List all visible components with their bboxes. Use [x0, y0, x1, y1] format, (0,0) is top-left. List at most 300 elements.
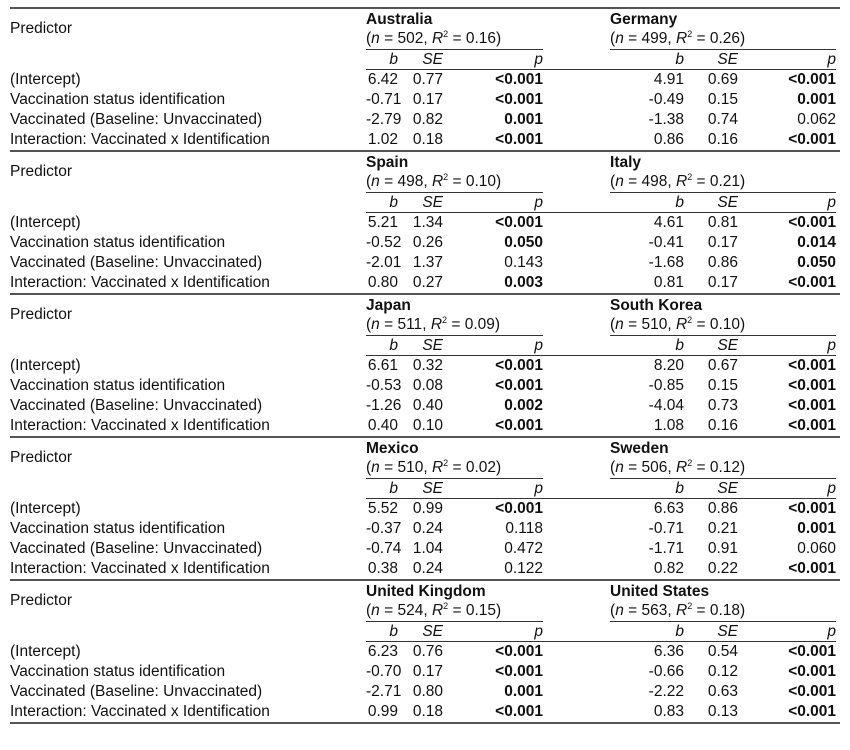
b-value: 4.61 — [653, 214, 685, 231]
p-value: 0.001 — [504, 683, 544, 700]
se-value: 1.04 — [412, 540, 443, 557]
predictor-label: Interaction: Vaccinated x Identification — [10, 131, 270, 148]
n-value: 563 — [641, 602, 668, 619]
se-value: 0.08 — [412, 377, 443, 394]
spacer — [543, 662, 610, 682]
p-value: <0.001 — [495, 417, 543, 434]
n-label: n — [371, 316, 380, 333]
col-p: p — [443, 193, 543, 213]
col-b: b — [610, 336, 684, 356]
column-header-row — [10, 479, 840, 499]
country-title-row — [10, 8, 840, 29]
b-value: -0.52 — [366, 234, 402, 251]
country-name: Japan — [366, 296, 411, 314]
col-p: p — [738, 193, 836, 213]
spacer — [836, 437, 840, 458]
col-se: SE — [684, 479, 738, 499]
n-value: 499 — [641, 30, 668, 47]
country-title-row — [10, 151, 840, 172]
predictor-label: Interaction: Vaccinated x Identification — [10, 703, 270, 720]
spacer — [543, 416, 610, 436]
se-value: 0.77 — [412, 71, 443, 88]
spacer — [836, 8, 840, 29]
predictor-label: (Intercept) — [10, 642, 81, 660]
col-se: SE — [398, 193, 443, 213]
p-value: <0.001 — [788, 71, 837, 88]
b-value: 4.91 — [653, 71, 685, 88]
col-se: SE — [398, 336, 443, 356]
r-label: R — [431, 602, 444, 619]
table-row — [10, 376, 840, 396]
se-value: 0.91 — [707, 540, 739, 557]
se-value: 0.81 — [707, 214, 739, 231]
r-squared-sup: 2 — [443, 28, 449, 39]
spacer — [543, 29, 610, 50]
b-value: 6.61 — [367, 357, 398, 374]
country-block — [10, 293, 840, 436]
r2-value: 0.10 — [465, 173, 497, 190]
p-value: 0.001 — [504, 111, 544, 128]
n-label: n — [615, 173, 624, 190]
r-label: R — [675, 173, 688, 190]
spacer — [836, 70, 840, 91]
col-p: p — [443, 479, 543, 499]
table-row — [10, 396, 840, 416]
se-value: 0.16 — [707, 417, 738, 434]
spacer — [543, 90, 610, 110]
col-b: b — [366, 622, 398, 642]
p-value: <0.001 — [788, 500, 837, 517]
p-value: 0.001 — [797, 91, 837, 108]
spacer — [836, 539, 840, 559]
se-value: 0.17 — [707, 234, 739, 251]
p-value: <0.001 — [788, 357, 836, 374]
n-value: 506 — [641, 459, 668, 476]
r2-value: 0.15 — [465, 602, 497, 619]
predictor-label: Vaccination status identification — [10, 91, 226, 108]
se-value: 0.15 — [707, 91, 739, 108]
sample-info: (n = 510, $R^2 = 0.02$) — [366, 458, 543, 479]
sample-info: (n = 506, $R^2 = 0.12$) — [610, 458, 836, 479]
spacer — [543, 458, 610, 479]
se-value: 0.24 — [412, 520, 443, 537]
b-value: 8.20 — [653, 357, 684, 374]
b-value: -0.71 — [366, 91, 402, 108]
spacer — [836, 213, 840, 234]
column-header-row — [10, 622, 840, 642]
spacer — [543, 622, 610, 642]
n-value: 498 — [641, 173, 668, 190]
p-value: <0.001 — [788, 643, 837, 660]
country-title-row — [10, 294, 840, 315]
spacer — [543, 70, 610, 91]
se-value: 0.69 — [707, 71, 739, 88]
table-row — [10, 682, 840, 702]
table-row — [10, 213, 840, 234]
b-value: -0.70 — [366, 663, 402, 680]
se-value: 0.21 — [707, 520, 739, 537]
sample-info: (n = 510, $R^2 = 0.10$) — [610, 315, 836, 336]
table-row — [10, 539, 840, 559]
predictor-label: (Intercept) — [10, 356, 81, 374]
p-value: <0.001 — [788, 214, 837, 231]
p-value: <0.001 — [495, 71, 544, 88]
se-value: 1.37 — [412, 254, 443, 271]
n-value: 511 — [397, 316, 423, 333]
table-row — [10, 130, 840, 150]
spacer — [543, 294, 610, 315]
r-squared-sup: 2 — [687, 28, 693, 39]
spacer — [543, 172, 610, 193]
n-value: 524 — [397, 602, 424, 619]
col-p: p — [443, 622, 543, 642]
table-row — [10, 90, 840, 110]
n-value: 502 — [397, 30, 424, 47]
b-value: -0.53 — [366, 377, 402, 394]
p-value: 0.118 — [505, 520, 544, 537]
p-value: <0.001 — [495, 663, 544, 680]
se-value: 0.54 — [707, 643, 739, 660]
b-value: -4.04 — [648, 397, 684, 414]
spacer — [836, 559, 840, 579]
col-p: p — [738, 336, 836, 356]
spacer — [543, 50, 610, 70]
b-value: 0.82 — [653, 560, 685, 577]
r-label: R — [675, 459, 688, 476]
col-p: p — [443, 50, 543, 70]
se-value: 0.22 — [707, 560, 739, 577]
b-value: 5.52 — [367, 500, 398, 517]
p-value: <0.001 — [788, 703, 837, 720]
col-se: SE — [684, 50, 738, 70]
r-squared-sup: 2 — [442, 314, 448, 325]
col-se: SE — [684, 622, 738, 642]
n-label: n — [371, 602, 380, 619]
r-label: R — [675, 30, 688, 47]
country-name: South Korea — [610, 296, 703, 314]
spacer — [543, 702, 610, 723]
n-value: 510 — [397, 459, 424, 476]
spacer — [836, 110, 840, 130]
country-block — [10, 436, 840, 579]
se-value: 0.40 — [412, 397, 443, 414]
spacer — [836, 702, 840, 723]
spacer — [543, 356, 610, 377]
spacer — [836, 50, 840, 70]
b-value: -0.37 — [366, 520, 402, 537]
table-row — [10, 499, 840, 520]
sample-info: (n = 498, $R^2 = 0.10$) — [366, 172, 543, 193]
sample-info: (n = 511, $R^2 = 0.09$) — [366, 315, 543, 336]
b-value: 6.23 — [367, 643, 398, 660]
spacer — [836, 90, 840, 110]
spacer — [836, 642, 840, 663]
se-value: 0.18 — [412, 131, 443, 148]
n-label: n — [615, 316, 624, 333]
spacer — [543, 437, 610, 458]
se-value: 0.24 — [412, 560, 443, 577]
spacer — [836, 458, 840, 479]
col-p: p — [738, 50, 836, 70]
spacer — [543, 213, 610, 234]
p-value: 0.143 — [504, 254, 544, 271]
b-value: -1.38 — [648, 111, 685, 128]
predictor-label: Vaccinated (Baseline: Unvaccinated) — [10, 683, 263, 700]
spacer — [543, 682, 610, 702]
blank — [10, 336, 366, 356]
p-value: <0.001 — [495, 91, 544, 108]
spacer — [836, 253, 840, 273]
se-value: 0.99 — [412, 500, 443, 517]
spacer — [543, 253, 610, 273]
table-row — [10, 662, 840, 682]
spacer — [543, 130, 610, 150]
se-value: 0.63 — [707, 683, 739, 700]
p-value: <0.001 — [788, 397, 836, 414]
b-value: -2.71 — [366, 683, 402, 700]
col-p: p — [738, 622, 836, 642]
p-value: 0.122 — [504, 560, 544, 577]
col-se: SE — [684, 336, 738, 356]
country-name: Sweden — [610, 439, 669, 457]
b-value: 0.83 — [653, 703, 685, 720]
n-label: n — [615, 602, 624, 619]
spacer — [836, 580, 840, 601]
sample-info: (n = 502, $R^2 = 0.16$) — [366, 29, 543, 50]
col-b: b — [366, 50, 398, 70]
spacer — [836, 315, 840, 336]
spacer — [543, 559, 610, 579]
table-row — [10, 559, 840, 579]
spacer — [836, 416, 840, 436]
table-row — [10, 702, 840, 723]
country-name: Australia — [366, 10, 433, 28]
predictor-label: Vaccinated (Baseline: Unvaccinated) — [10, 540, 263, 557]
r2-value: 0.02 — [465, 459, 497, 476]
r-squared-sup: 2 — [443, 457, 449, 468]
col-b: b — [366, 479, 398, 499]
se-value: 0.82 — [412, 111, 443, 128]
se-value: 0.17 — [412, 91, 443, 108]
spacer — [543, 519, 610, 539]
col-p: p — [443, 336, 543, 356]
predictor-header: Predictor — [10, 163, 73, 181]
spacer — [836, 336, 840, 356]
p-value: <0.001 — [788, 274, 837, 291]
p-value: <0.001 — [788, 377, 836, 394]
spacer — [836, 682, 840, 702]
col-se: SE — [398, 50, 443, 70]
table-row — [10, 356, 840, 377]
spacer — [543, 580, 610, 601]
p-value: 0.050 — [504, 234, 544, 251]
country-name: Mexico — [366, 439, 419, 457]
se-value: 0.27 — [412, 274, 443, 291]
b-value: -1.68 — [648, 254, 685, 271]
b-value: 6.63 — [653, 500, 685, 517]
b-value: 0.80 — [367, 274, 398, 291]
se-value: 0.67 — [707, 357, 738, 374]
p-value: <0.001 — [495, 500, 544, 517]
b-value: 0.38 — [367, 560, 398, 577]
r-squared-sup: 2 — [443, 600, 449, 611]
n-label: n — [371, 459, 380, 476]
p-value: <0.001 — [495, 357, 543, 374]
r-label: R — [430, 316, 443, 333]
predictor-label: Vaccinated (Baseline: Unvaccinated) — [10, 254, 263, 271]
table-row — [10, 416, 840, 436]
col-b: b — [610, 479, 684, 499]
spacer — [836, 273, 840, 293]
r-label: R — [431, 459, 444, 476]
predictor-label: Vaccinated (Baseline: Unvaccinated) — [10, 397, 263, 414]
predictor-label: Vaccination status identification — [10, 520, 226, 537]
spacer — [836, 519, 840, 539]
sample-info: (n = 524, $R^2 = 0.15$) — [366, 601, 543, 622]
b-value: -0.49 — [648, 91, 685, 108]
table-row — [10, 110, 840, 130]
b-value: 0.99 — [367, 703, 398, 720]
spacer — [836, 662, 840, 682]
b-value: -2.01 — [366, 254, 402, 271]
spacer — [543, 396, 610, 416]
p-value: <0.001 — [788, 417, 836, 434]
r-squared-sup: 2 — [687, 600, 693, 611]
country-block — [10, 150, 840, 293]
spacer — [836, 622, 840, 642]
country-name: Germany — [610, 10, 678, 28]
b-value: 6.36 — [653, 643, 685, 660]
p-value: 0.014 — [797, 234, 837, 251]
b-value: -2.22 — [648, 683, 685, 700]
b-value: -0.41 — [648, 234, 685, 251]
p-value: 0.060 — [797, 540, 837, 557]
column-header-row — [10, 336, 840, 356]
spacer — [543, 336, 610, 356]
predictor-label: Interaction: Vaccinated x Identification — [10, 417, 270, 434]
col-se: SE — [684, 193, 738, 213]
spacer — [543, 8, 610, 29]
predictor-label: Vaccination status identification — [10, 234, 226, 251]
blank — [10, 193, 366, 213]
sample-info: (n = 563, $R^2 = 0.18$) — [610, 601, 836, 622]
col-p: p — [738, 479, 836, 499]
spacer — [836, 193, 840, 213]
col-se: SE — [398, 622, 443, 642]
n-value: 498 — [397, 173, 424, 190]
table-row — [10, 642, 840, 663]
b-value: 6.42 — [367, 71, 398, 88]
se-value: 0.80 — [412, 683, 443, 700]
p-value: <0.001 — [495, 377, 543, 394]
n-label: n — [615, 30, 624, 47]
predictor-label: Vaccinated (Baseline: Unvaccinated) — [10, 111, 263, 128]
spacer — [836, 356, 840, 377]
spacer — [836, 499, 840, 520]
p-value: 0.001 — [797, 520, 837, 537]
table-row — [10, 233, 840, 253]
se-value: 0.74 — [707, 111, 739, 128]
predictor-header: Predictor — [10, 306, 73, 324]
p-value: <0.001 — [495, 703, 544, 720]
column-header-row — [10, 50, 840, 70]
se-value: 1.34 — [412, 214, 443, 231]
se-value: 0.16 — [707, 131, 739, 148]
b-value: -0.66 — [648, 663, 685, 680]
spacer — [543, 499, 610, 520]
p-value: 0.062 — [797, 111, 837, 128]
spacer — [543, 273, 610, 293]
spacer — [836, 294, 840, 315]
se-value: 0.15 — [707, 377, 738, 394]
spacer — [836, 151, 840, 172]
b-value: -1.26 — [366, 397, 402, 414]
col-se: SE — [398, 479, 443, 499]
column-header-row — [10, 193, 840, 213]
r2-value: 0.26 — [709, 30, 741, 47]
predictor-label: Vaccination status identification — [10, 663, 226, 680]
se-value: 0.73 — [707, 397, 738, 414]
r-squared-sup: 2 — [687, 457, 693, 468]
country-block — [10, 7, 840, 150]
spacer — [836, 396, 840, 416]
spacer — [836, 130, 840, 150]
b-value: -0.74 — [366, 540, 402, 557]
r-squared-sup: 2 — [687, 171, 693, 182]
b-value: 1.02 — [367, 131, 398, 148]
predictor-header: Predictor — [10, 449, 73, 467]
b-value: 1.08 — [653, 417, 684, 434]
country-title-row — [10, 580, 840, 601]
predictor-header: Predictor — [10, 20, 73, 38]
b-value: -0.71 — [648, 520, 685, 537]
r2-value: 0.12 — [709, 459, 741, 476]
predictor-label: Vaccination status identification — [10, 377, 226, 394]
spacer — [836, 479, 840, 499]
table-row — [10, 253, 840, 273]
spacer — [836, 172, 840, 193]
se-value: 0.17 — [412, 663, 443, 680]
country-name: United Kingdom — [366, 582, 486, 600]
predictor-label: Interaction: Vaccinated x Identification — [10, 274, 270, 291]
country-name: United States — [610, 582, 710, 600]
b-value: -1.71 — [648, 540, 685, 557]
table-row — [10, 273, 840, 293]
n-label: n — [371, 30, 380, 47]
spacer — [836, 601, 840, 622]
se-value: 0.12 — [707, 663, 739, 680]
p-value: 0.003 — [504, 274, 544, 291]
r2-value: 0.16 — [465, 30, 497, 47]
se-value: 0.76 — [412, 643, 443, 660]
se-value: 0.13 — [707, 703, 739, 720]
spacer — [543, 193, 610, 213]
spacer — [543, 151, 610, 172]
country-name: Italy — [610, 153, 642, 171]
col-b: b — [610, 193, 684, 213]
p-value: <0.001 — [788, 663, 837, 680]
b-value: -2.79 — [366, 111, 402, 128]
se-value: 0.86 — [707, 254, 739, 271]
se-value: 0.86 — [707, 500, 739, 517]
predictor-label: Interaction: Vaccinated x Identification — [10, 560, 270, 577]
r2-value: 0.10 — [709, 316, 741, 333]
col-b: b — [366, 193, 398, 213]
p-value: <0.001 — [788, 560, 837, 577]
spacer — [543, 539, 610, 559]
p-value: <0.001 — [495, 131, 544, 148]
sample-info: (n = 498, $R^2 = 0.21$) — [610, 172, 836, 193]
